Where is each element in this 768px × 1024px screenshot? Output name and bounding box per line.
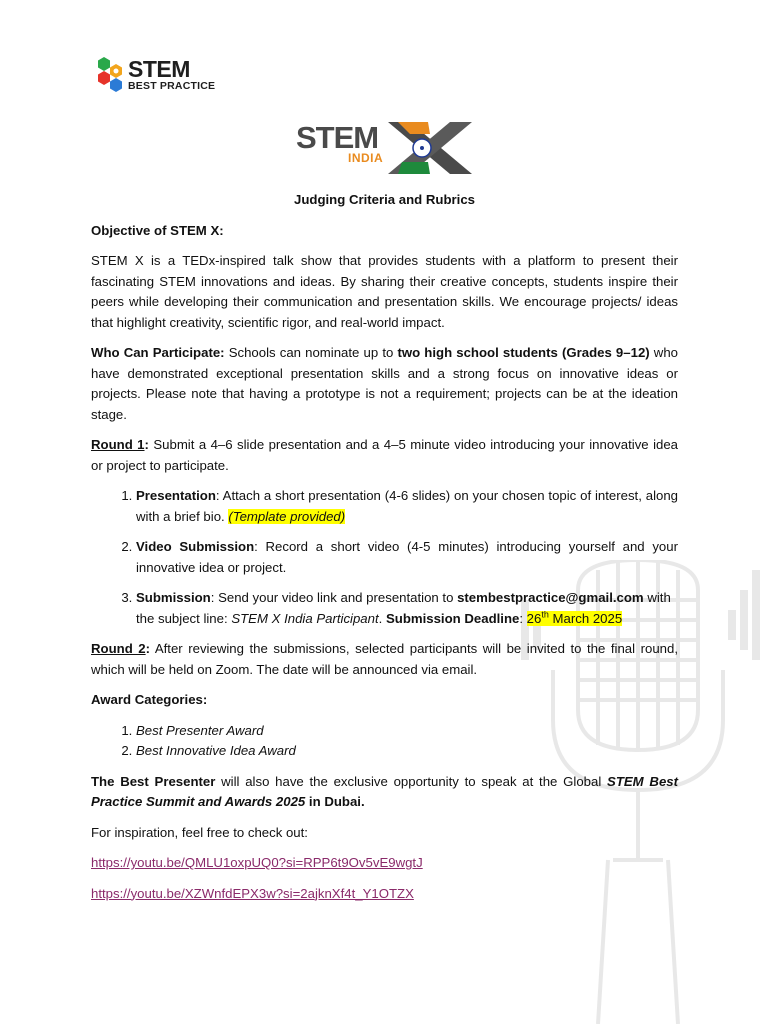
logo-center-stem-text: STEM — [296, 120, 379, 155]
email-subject-line: STEM X India Participant — [231, 610, 379, 626]
round1-paragraph — [91, 435, 678, 476]
participate-pre: Schools can nominate up to — [224, 345, 398, 360]
list-item — [136, 588, 678, 629]
round1-steps-list — [91, 486, 678, 629]
best-presenter-bold: The Best Presenter — [91, 773, 216, 789]
logo-stem-text: STEM — [128, 56, 190, 82]
video-link-2[interactable]: https://youtu.be/XZWnfdEPX3w?si=2ajknXf4t_Y1OTZX — [91, 885, 414, 901]
deadline-date-highlight — [527, 611, 623, 626]
participate-paragraph — [91, 343, 678, 425]
step-submission-label: Submission — [136, 590, 211, 605]
list-item — [136, 721, 678, 742]
deadline-day-suffix: th — [541, 609, 549, 620]
objective-heading: Objective of STEM X: — [91, 222, 224, 238]
hexagon-cluster-icon — [96, 56, 126, 94]
step-video-label: Video Submission — [136, 539, 255, 554]
awards-list — [91, 721, 678, 762]
summit-name: STEM Best Practice Summit and Awards 2025 — [91, 773, 679, 809]
awards-heading: Award Categories: — [91, 692, 208, 707]
contact-email: stembestpractice@gmail.com — [457, 590, 644, 605]
step-submission-text4: : — [519, 610, 527, 626]
deadline-day: 26 — [526, 610, 542, 626]
objective-text: STEM X is a TEDx-inspired talk show that provides students with a platform to present their fascinating STEM innovations and ideas. By sharing their creative concepts, students inspire their peers while developing their communication and presentation skills. We encourage projects/ ideas that highlight creativity, scientific rigor, and real-world impact. — [91, 253, 678, 330]
step-submission-text3: . — [378, 610, 386, 626]
stem-best-practice-logo — [96, 56, 215, 94]
list-item — [136, 741, 678, 762]
list-item — [136, 537, 678, 578]
award-best-idea: Best Innovative Idea Award — [136, 743, 296, 758]
deadline-label: Submission Deadline — [385, 610, 520, 626]
step-submission-text1: : Send your video link and presentation to — [210, 590, 458, 605]
step-submission-text2: with the subject line: — [136, 590, 671, 626]
round2-label: Round 2 — [91, 641, 146, 656]
deadline-month-year: March 2025 — [548, 610, 623, 626]
participate-grades: two high school students (Grades 9–12) — [397, 345, 650, 360]
template-provided-highlight: (Template provided) — [228, 508, 346, 524]
stem-x-india-logo — [296, 120, 476, 176]
step-presentation-label: Presentation — [136, 488, 216, 503]
award-best-presenter: Best Presenter Award — [136, 722, 264, 738]
logo-best-practice-text: BEST PRACTICE — [128, 80, 216, 92]
summit-location: in Dubai. — [305, 794, 365, 809]
round1-text: Submit a 4–6 slide presentation and a 4–5 minute video introducing your innovative idea or project to participate. — [91, 437, 678, 473]
step-video-text: : Record a short video (4-5 minutes) introducing yourself and your innovative idea or project. — [136, 539, 678, 575]
round2-paragraph — [91, 639, 678, 680]
best-presenter-paragraph — [91, 772, 678, 813]
step-presentation-text: : Attach a short presentation (4-6 slides) on your chosen topic of interest, along with a brief bio. — [136, 488, 678, 524]
round2-colon: : — [145, 641, 151, 656]
round1-label: Round 1 — [91, 437, 145, 452]
page-title: Judging Criteria and Rubrics — [294, 192, 475, 207]
best-presenter-text: will also have the exclusive opportunity to speak at the Global — [215, 773, 608, 789]
round1-colon: : — [144, 437, 149, 452]
participate-post: who have demonstrated exceptional presentation skills and a strong focus on innovative ideas or projects. Please note that having a prototype is not a requirement; projects can be at the ideation stage. — [91, 345, 678, 422]
x-flag-icon — [388, 122, 472, 174]
document-body — [91, 190, 678, 914]
participate-label: Who Can Participate: — [91, 345, 225, 360]
round2-text: After reviewing the submissions, selected participants will be invited to the final round, which will be held on Zoom. The date will be announced via email. — [91, 641, 678, 677]
inspiration-text: For inspiration, feel free to check out: — [91, 824, 308, 840]
video-link-1[interactable]: https://youtu.be/QMLU1oxpUQ0?si=RPP6t9Ov5vE9wgtJ — [91, 855, 423, 870]
list-item — [136, 486, 678, 527]
logo-center-india-text: INDIA — [348, 151, 384, 165]
